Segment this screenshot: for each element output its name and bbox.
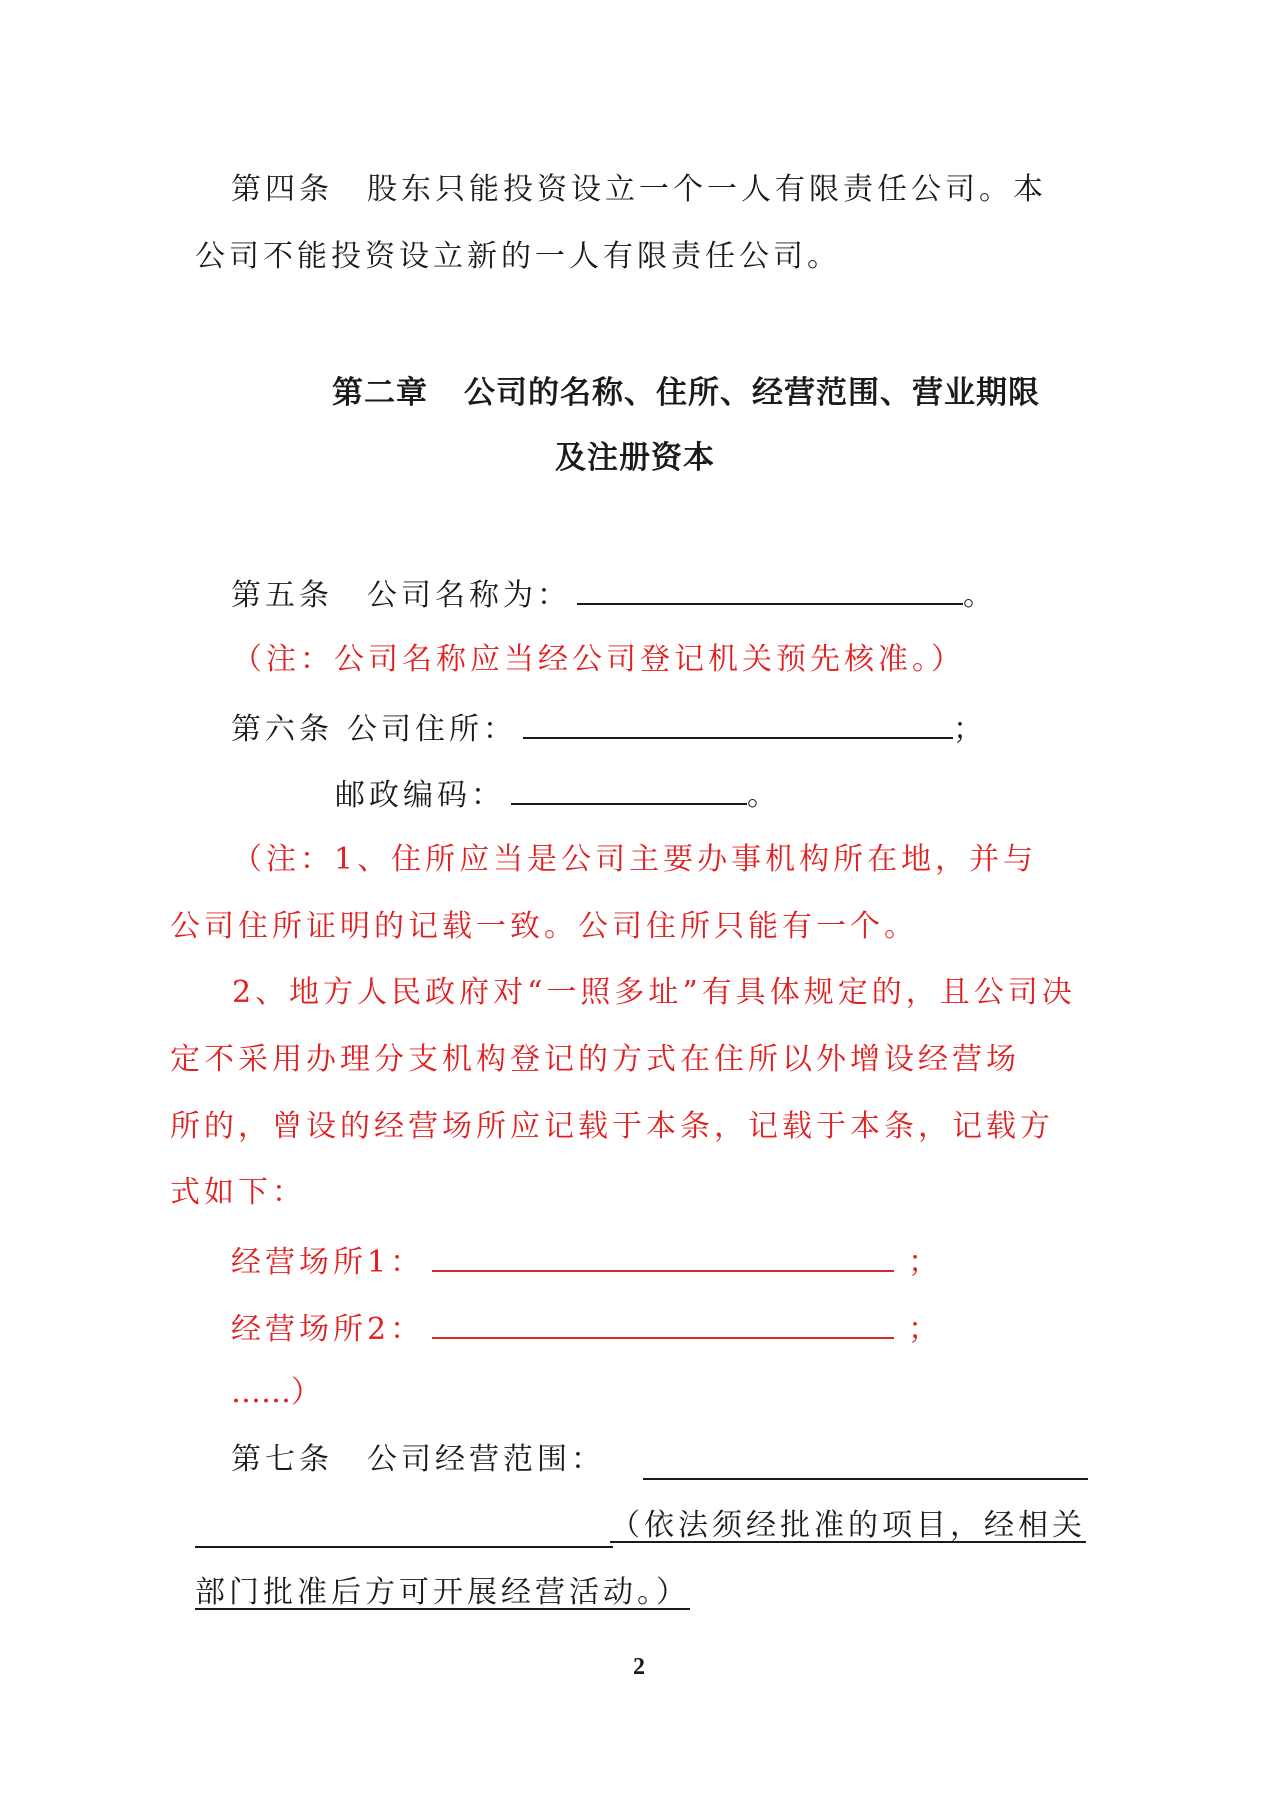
business-scope-field-line-1[interactable]	[643, 1478, 1088, 1480]
article-5-note	[232, 640, 965, 680]
article-5-end: 。	[963, 578, 997, 613]
postcode-label: 邮政编码：	[335, 778, 505, 813]
business-scope-field-line-2[interactable]	[195, 1546, 613, 1548]
chapter-2-title-line-2	[555, 438, 715, 478]
article-4-label: 第四条	[231, 172, 333, 207]
article-7-note-text: （依法须经批准的项目，经相关	[610, 1508, 1086, 1543]
article-7-note-line-1	[610, 1506, 1086, 1546]
business-site-2-label: 经营场所2：	[231, 1312, 425, 1347]
page-number: 2	[633, 1654, 645, 1680]
article-4-text: 股东只能投资设立一个一人有限责任公司。本	[367, 172, 1047, 207]
chapter-2-title-line-1	[332, 373, 1040, 413]
chapter-2-label: 第二章	[332, 375, 428, 411]
note-ellipsis-line	[231, 1373, 321, 1413]
chapter-2-title-cont: 及注册资本	[555, 440, 715, 476]
business-site-1-line	[231, 1240, 942, 1283]
business-site-2-end: ；	[908, 1312, 943, 1347]
note-text: 定不采用办理分支机构登记的方式在住所以外增设经营场	[170, 1042, 1020, 1077]
company-name-field[interactable]	[577, 573, 963, 605]
article-6-label: 第六条	[231, 712, 333, 747]
business-site-1-field[interactable]	[432, 1240, 894, 1272]
article-7-text: 公司经营范围：	[367, 1442, 605, 1477]
postcode-field[interactable]	[511, 773, 747, 805]
business-site-1-label: 经营场所1：	[231, 1245, 425, 1280]
note-text: 式如下：	[170, 1175, 306, 1210]
article-6-note-line-1	[232, 840, 1037, 880]
article-5-text: 公司名称为：	[367, 578, 571, 613]
company-address-field[interactable]	[523, 707, 953, 739]
article-7-label: 第七条	[231, 1442, 333, 1477]
article-4-text-cont: 公司不能投资设立新的一人有限责任公司。	[195, 239, 841, 274]
article-6-text: 公司住所：	[347, 712, 517, 747]
article-6-note-line-3	[232, 973, 1076, 1013]
article-6-line	[231, 707, 987, 750]
note-text: （注：1、住所应当是公司主要办事机构所在地，并与	[232, 842, 1038, 877]
postcode-line	[335, 773, 781, 816]
article-4-line-1	[231, 170, 1047, 210]
article-5-line	[231, 573, 997, 616]
article-5-note-text: （注：公司名称应当经公司登记机关预先核准。）	[232, 642, 965, 677]
business-site-1-end: ；	[908, 1245, 943, 1280]
article-4-line-2	[195, 237, 841, 277]
article-6-note-line-4	[170, 1040, 1020, 1080]
note-text: 2、地方人民政府对“一照多址”有具体规定的，且公司决	[232, 975, 1076, 1010]
article-6-note-line-5	[170, 1107, 1054, 1147]
business-site-2-field[interactable]	[432, 1307, 894, 1339]
note-ellipsis: ……）	[231, 1375, 321, 1410]
note-text: 公司住所证明的记载一致。公司住所只能有一个。	[170, 909, 918, 944]
chapter-2-title: 公司的名称、住所、经营范围、营业期限	[464, 375, 1040, 411]
note-text: 所的，曾设的经营场所应记载于本条，记载于本条，记载方	[170, 1109, 1054, 1144]
postcode-end: 。	[747, 778, 781, 813]
article-6-end: ；	[953, 712, 987, 747]
article-6-note-line-6	[170, 1173, 306, 1213]
article-7-line	[231, 1440, 605, 1480]
article-6-note-line-2	[170, 907, 918, 947]
business-site-2-line	[231, 1307, 942, 1350]
article-7-note-text-cont: 部门批准后方可开展经营活动。）	[195, 1575, 690, 1610]
article-5-label: 第五条	[231, 578, 333, 613]
article-7-note-line-2	[195, 1573, 690, 1613]
